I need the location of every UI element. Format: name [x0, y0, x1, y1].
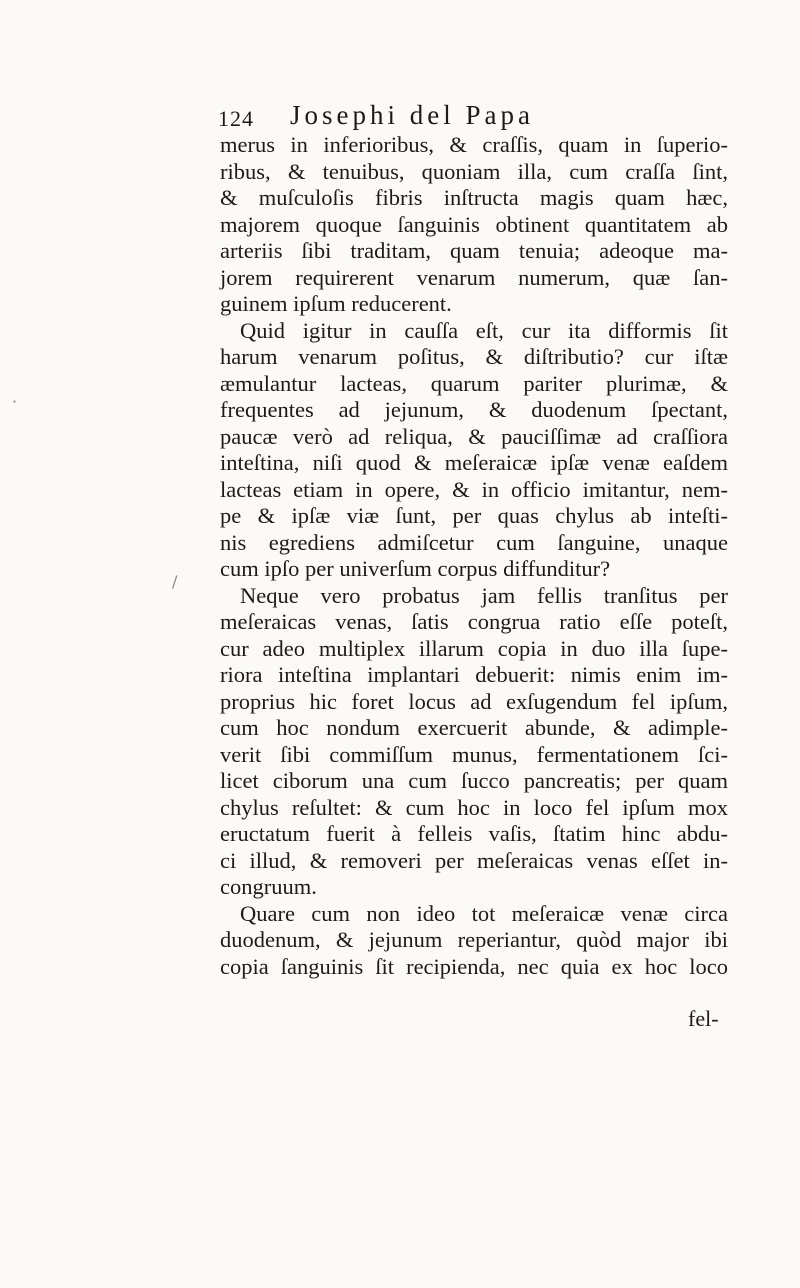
text-line: duodenum, & jejunum reperiantur, quòd major ibi [220, 927, 728, 952]
text-line: cum hoc nondum exercuerit abunde, & adimple- [220, 715, 728, 740]
catchword: fel- [688, 1006, 719, 1031]
text-line: chylus reſultet: & cum hoc in loco fel ipſum mox [220, 794, 728, 820]
margin-speck: / [172, 572, 178, 591]
text-line: guinem ipſum reducerent. [220, 291, 452, 316]
text-line: copia ſanguinis ſit recipienda, nec quia ex hoc loco [220, 953, 728, 979]
text-line: eructatum fuerit à felleis vaſis, ſtatim hinc abdu- [220, 821, 728, 846]
text-line: licet ciborum una cum ſucco pancreatis; per quam [220, 768, 728, 793]
text-line: majorem quoque ſanguinis obtinent quantitatem ab [220, 211, 728, 237]
text-line: cum ipſo per univerſum corpus diffunditur? [220, 556, 611, 581]
running-head: Josephi del Papa [290, 100, 534, 130]
text-line: verit ſibi commiſſum munus, fermentationem ſci- [220, 741, 728, 767]
text-line: nis egrediens admiſcetur cum ſanguine, unaque [220, 529, 728, 555]
text-line: æmulantur lacteas, quarum pariter plurimæ, & [220, 370, 728, 396]
text-line: Quid igitur in cauſſa eſt, cur ita difformis ſit [240, 317, 728, 343]
text-line: meſeraicas venas, ſatis congrua ratio eſſe poteſt, [220, 609, 728, 634]
text-line: cur adeo multiplex illarum copia in duo illa ſupe- [220, 635, 728, 661]
text-line: merus in inferioribus, & craſſis, quam in ſuperio- [220, 132, 728, 157]
margin-speck: · [12, 392, 18, 411]
text-line: pe & ipſæ viæ ſunt, per quas chylus ab inteſti- [220, 503, 728, 528]
text-line: harum venarum poſitus, & diſtributio? cur iſtæ [220, 344, 728, 369]
text-line: Quare cum non ideo tot meſeraicæ venæ circa [240, 900, 728, 926]
text-line: ribus, & tenuibus, quoniam illa, cum craſſa ſint, [220, 158, 728, 184]
text-line: paucæ verò ad reliqua, & pauciſſimæ ad craſſiora [220, 423, 728, 449]
text-line: frequentes ad jejunum, & duodenum ſpectant, [220, 397, 728, 422]
text-line: arteriis ſibi traditam, quam tenuia; adeoque ma- [220, 238, 728, 263]
text-line: jorem requirerent venarum numerum, quæ ſan- [220, 264, 728, 290]
text-line: congruum. [220, 874, 317, 899]
page-number: 124 [218, 106, 254, 131]
text-line: inteſtina, niſi quod & meſeraicæ ipſæ venæ eaſdem [220, 450, 728, 475]
text-line: ci illud, & removeri per meſeraicas venas eſſet in- [220, 847, 728, 873]
body-text [220, 132, 728, 980]
text-line: lacteas etiam in opere, & in officio imitantur, nem- [220, 476, 728, 502]
text-line: & muſculoſis fibris inſtructa magis quam hæc, [220, 185, 728, 210]
text-line: riora inteſtina implantari debuerit: nimis enim im- [220, 662, 728, 687]
text-line: Neque vero probatus jam fellis tranſitus per [240, 582, 728, 608]
text-line: proprius hic foret locus ad exſugendum fel ipſum, [220, 688, 728, 714]
